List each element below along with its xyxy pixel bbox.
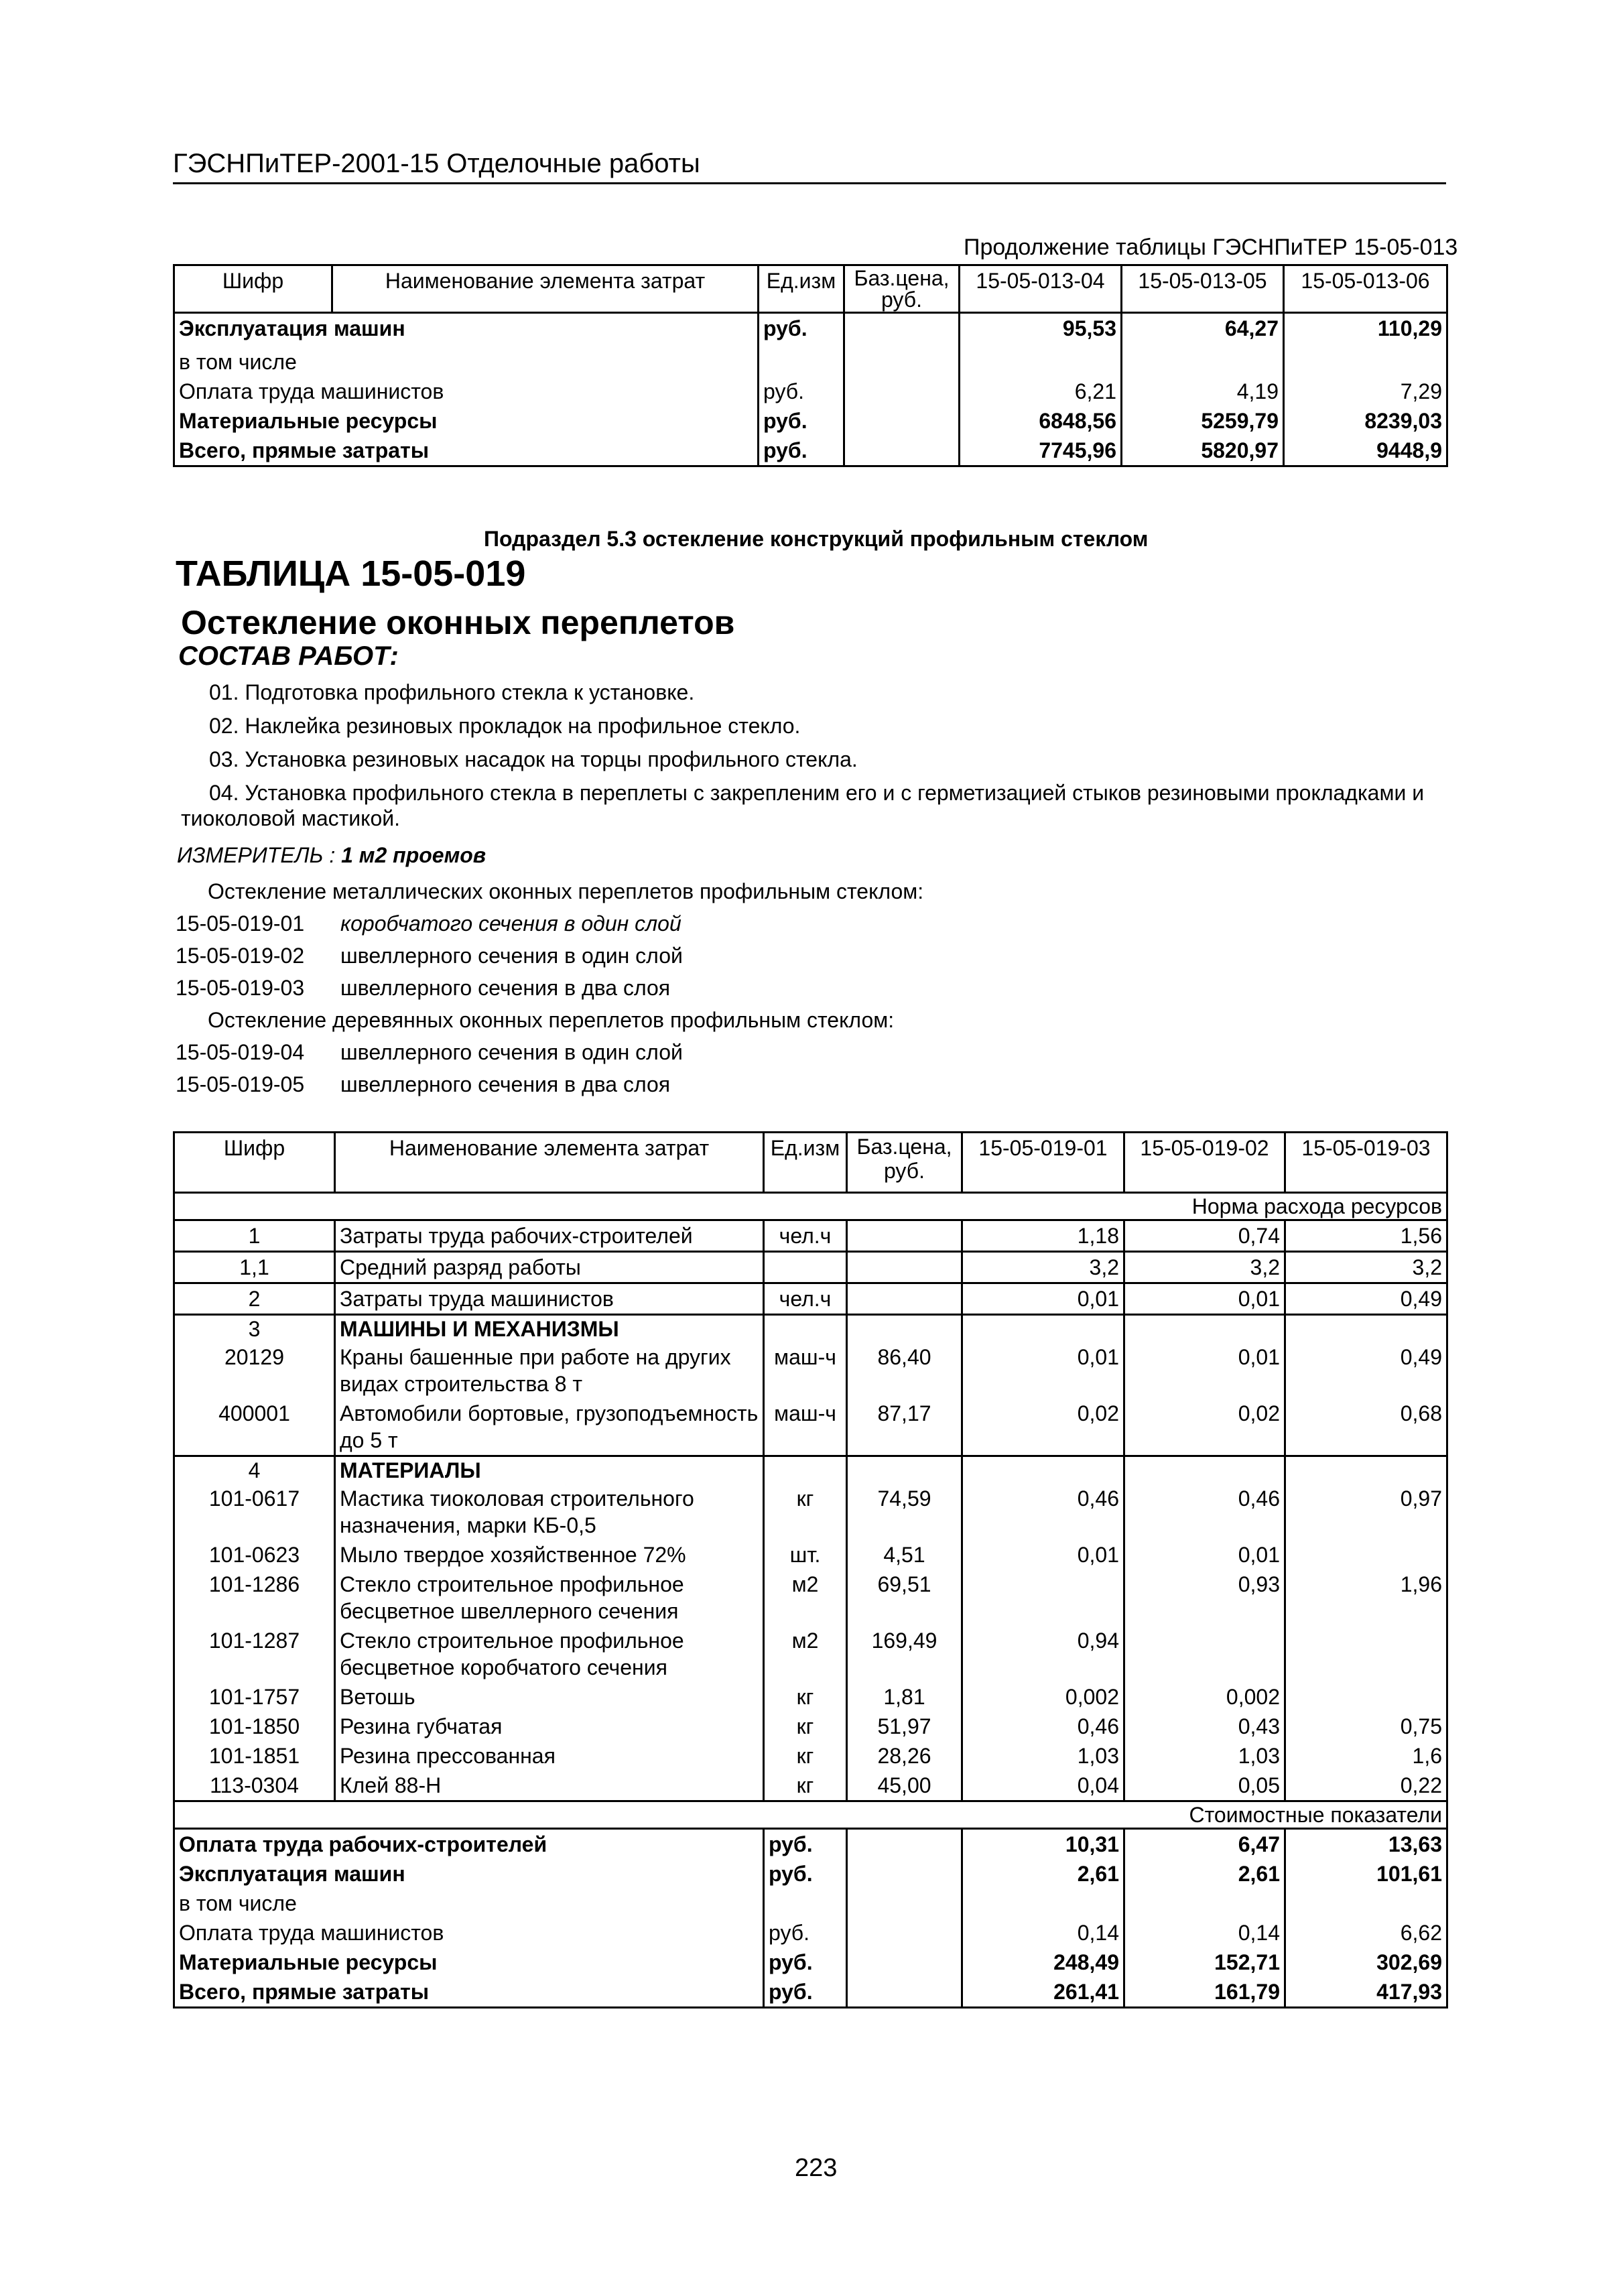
table-row <box>174 1682 1447 1712</box>
row-value: 0,01 <box>962 1342 1124 1399</box>
row-value: 0,02 <box>962 1399 1124 1456</box>
row-code: 1 <box>174 1220 335 1252</box>
row-value: 3,2 <box>1285 1252 1447 1283</box>
row-value <box>962 1570 1124 1626</box>
list-item <box>176 972 923 1004</box>
row-value: 6848,56 <box>960 406 1122 436</box>
code: 15-05-019-04 <box>176 1040 305 1064</box>
row-value <box>1124 1626 1285 1682</box>
table-subtitle: Остекление оконных переплетов <box>181 604 735 641</box>
table-row <box>174 313 1447 344</box>
row-value: 10,31 <box>962 1829 1124 1860</box>
row-code: 2 <box>174 1283 335 1315</box>
row-value: 0,46 <box>1124 1484 1285 1540</box>
row-unit: руб. <box>759 436 844 466</box>
row-value: 7,29 <box>1284 377 1447 406</box>
header-name: Наименование элемента затрат <box>335 1133 764 1193</box>
row-value: 0,46 <box>962 1712 1124 1741</box>
row-code: 20129 <box>174 1342 335 1399</box>
table-row <box>174 1540 1447 1570</box>
row-value: 64,27 <box>1122 313 1284 344</box>
row-name: Стекло строительное профильное бесцветное коробчатого сечения <box>335 1626 764 1682</box>
table-row <box>174 1918 1447 1948</box>
row-name: Стекло строительное профильное бесцветное швеллерного сечения <box>335 1570 764 1626</box>
row-name: Эксплуатация машин <box>174 313 759 344</box>
row-code: 101-0617 <box>174 1484 335 1540</box>
row-value: 7745,96 <box>960 436 1122 466</box>
row-value <box>1285 1540 1447 1570</box>
row-unit: руб. <box>764 1977 847 2008</box>
row-value: 417,93 <box>1285 1977 1447 2008</box>
row-price: 4,51 <box>847 1540 962 1570</box>
row-value: 0,04 <box>962 1771 1124 1801</box>
row-value: 0,002 <box>962 1682 1124 1712</box>
row-value: 5259,79 <box>1122 406 1284 436</box>
work-item: 01. Подготовка профильного стекла к установке. <box>209 680 695 704</box>
row-unit: руб. <box>764 1859 847 1889</box>
table-row <box>174 436 1447 466</box>
row-unit: м2 <box>764 1570 847 1626</box>
header-code: Шифр <box>174 1133 335 1193</box>
table-row <box>174 343 1447 377</box>
work-item: 04. Установка профильного стекла в переплеты с закрепленим его и с герметизацией стыков резиновыми прокладками и тиоколовой мастикой. <box>181 781 1425 830</box>
header-col-1: 15-05-013-04 <box>960 265 1122 313</box>
row-unit: кг <box>764 1682 847 1712</box>
row-value: 13,63 <box>1285 1829 1447 1860</box>
row-code: 4 <box>174 1456 335 1484</box>
row-value: 3,2 <box>1124 1252 1285 1283</box>
row-value: 0,01 <box>962 1283 1124 1315</box>
row-value: 6,62 <box>1285 1918 1447 1948</box>
code-desc: швеллерного сечения в два слоя <box>340 1072 671 1096</box>
list-item <box>176 940 923 972</box>
row-name: Оплата труда рабочих-строителей <box>174 1829 764 1860</box>
row-value <box>1285 1626 1447 1682</box>
row-unit: чел.ч <box>764 1220 847 1252</box>
table-row <box>174 1342 1447 1399</box>
code: 15-05-019-05 <box>176 1072 305 1096</box>
row-value: 0,46 <box>962 1484 1124 1540</box>
row-unit: руб. <box>759 313 844 344</box>
resource-norm-table <box>173 1131 1448 2008</box>
row-price: 74,59 <box>847 1484 962 1540</box>
row-name: Клей 88-Н <box>335 1771 764 1801</box>
table-row <box>174 1889 1447 1918</box>
row-value: 0,43 <box>1124 1712 1285 1741</box>
row-value: 1,56 <box>1285 1220 1447 1252</box>
row-name: Материальные ресурсы <box>174 1948 764 1977</box>
row-value: 0,94 <box>962 1626 1124 1682</box>
row-value: 0,05 <box>1124 1771 1285 1801</box>
row-price: 169,49 <box>847 1626 962 1682</box>
row-name: Резина губчатая <box>335 1712 764 1741</box>
row-value: 1,6 <box>1285 1741 1447 1771</box>
row-value: 0,75 <box>1285 1712 1447 1741</box>
row-name: Оплата труда машинистов <box>174 1918 764 1948</box>
row-value: 4,19 <box>1122 377 1284 406</box>
row-unit: маш-ч <box>764 1342 847 1399</box>
continuation-table <box>173 264 1448 467</box>
table-row <box>174 1829 1447 1860</box>
row-value: 8239,03 <box>1284 406 1447 436</box>
row-name: Затраты труда рабочих-строителей <box>335 1220 764 1252</box>
running-header: ГЭСНПиТЕР-2001-15 Отделочные работы <box>173 149 700 178</box>
header-col-1: 15-05-019-01 <box>962 1133 1124 1193</box>
row-price: 45,00 <box>847 1771 962 1801</box>
row-name: Средний разряд работы <box>335 1252 764 1283</box>
row-value: 1,96 <box>1285 1570 1447 1626</box>
table-title: ТАБЛИЦА 15-05-019 <box>176 554 526 594</box>
code: 15-05-019-03 <box>176 976 305 1000</box>
code-group-title: Остекление деревянных оконных переплетов профильным стеклом: <box>208 1008 895 1032</box>
row-unit: кг <box>764 1741 847 1771</box>
row-value: 1,18 <box>962 1220 1124 1252</box>
row-value: 0,02 <box>1124 1399 1285 1456</box>
header-rule <box>173 182 1446 184</box>
table-row <box>174 1948 1447 1977</box>
row-name: Краны башенные при работе на других видах строительства 8 т <box>335 1342 764 1399</box>
row-name: Резина прессованная <box>335 1741 764 1771</box>
code: 15-05-019-02 <box>176 944 305 968</box>
header-unit: Ед.изм <box>759 265 844 313</box>
list-item <box>176 1036 923 1068</box>
row-name: Мастика тиоколовая строительного назначения, марки КБ-0,5 <box>335 1484 764 1540</box>
list-item <box>176 907 923 940</box>
row-unit: чел.ч <box>764 1283 847 1315</box>
row-value: 0,22 <box>1285 1771 1447 1801</box>
row-code: 101-1287 <box>174 1626 335 1682</box>
row-unit: руб. <box>764 1918 847 1948</box>
code-desc: швеллерного сечения в два слоя <box>340 976 671 1000</box>
row-name: Эксплуатация машин <box>174 1859 764 1889</box>
row-name: МАТЕРИАЛЫ <box>335 1456 764 1484</box>
row-price: 51,97 <box>847 1712 962 1741</box>
header-name: Наименование элемента затрат <box>332 265 759 313</box>
row-unit: маш-ч <box>764 1399 847 1456</box>
row-code: 101-1757 <box>174 1682 335 1712</box>
work-item: 02. Наклейка резиновых прокладок на профильное стекло. <box>209 714 801 738</box>
row-price: 69,51 <box>847 1570 962 1626</box>
row-unit: руб. <box>759 377 844 406</box>
table-row <box>174 1252 1447 1283</box>
row-code: 400001 <box>174 1399 335 1456</box>
header-code: Шифр <box>174 265 332 313</box>
row-price: 1,81 <box>847 1682 962 1712</box>
row-value: 1,03 <box>1124 1741 1285 1771</box>
row-code: 101-1850 <box>174 1712 335 1741</box>
row-value: 0,01 <box>1124 1540 1285 1570</box>
row-price: 28,26 <box>847 1741 962 1771</box>
row-value: 0,93 <box>1124 1570 1285 1626</box>
row-value: 0,97 <box>1285 1484 1447 1540</box>
work-item: 03. Установка резиновых насадок на торцы профильного стекла. <box>209 747 858 771</box>
code-list <box>176 875 923 1100</box>
row-value: 3,2 <box>962 1252 1124 1283</box>
code-desc: швеллерного сечения в один слой <box>340 944 683 968</box>
row-name: Мыло твердое хозяйственное 72% <box>335 1540 764 1570</box>
row-unit: кг <box>764 1771 847 1801</box>
header-col-2: 15-05-019-02 <box>1124 1133 1285 1193</box>
row-unit: кг <box>764 1712 847 1741</box>
row-name: Материальные ресурсы <box>174 406 759 436</box>
row-name: Ветошь <box>335 1682 764 1712</box>
row-value: 0,49 <box>1285 1283 1447 1315</box>
table-row <box>174 1399 1447 1456</box>
row-value: 1,03 <box>962 1741 1124 1771</box>
row-code: 1,1 <box>174 1252 335 1283</box>
row-value: 0,14 <box>1124 1918 1285 1948</box>
row-name: Оплата труда машинистов <box>174 377 759 406</box>
row-value: 95,53 <box>960 313 1122 344</box>
row-unit: шт. <box>764 1540 847 1570</box>
table-row <box>174 377 1447 406</box>
row-name: Всего, прямые затраты <box>174 1977 764 2008</box>
page-number: 223 <box>795 2154 838 2182</box>
row-value: 0,01 <box>1124 1283 1285 1315</box>
row-code: 101-1286 <box>174 1570 335 1626</box>
header-col-2: 15-05-013-05 <box>1122 265 1284 313</box>
table-row <box>174 1283 1447 1315</box>
row-price: 87,17 <box>847 1399 962 1456</box>
row-value: 302,69 <box>1285 1948 1447 1977</box>
norma-label: Норма расхода ресурсов <box>174 1193 1447 1220</box>
row-unit: руб. <box>764 1829 847 1860</box>
work-list <box>181 680 1461 839</box>
row-value: 5820,97 <box>1122 436 1284 466</box>
row-value: 2,61 <box>1124 1859 1285 1889</box>
table-row <box>174 1859 1447 1889</box>
header-col-3: 15-05-013-06 <box>1284 265 1447 313</box>
row-value: 0,74 <box>1124 1220 1285 1252</box>
row-code: 101-1851 <box>174 1741 335 1771</box>
row-value: 0,002 <box>1124 1682 1285 1712</box>
list-item <box>176 1068 923 1100</box>
table-row <box>174 1977 1447 2008</box>
table-row <box>174 1741 1447 1771</box>
row-unit: руб. <box>764 1948 847 1977</box>
row-value <box>1285 1682 1447 1712</box>
row-value: 6,47 <box>1124 1829 1285 1860</box>
stoim-label: Стоимостные показатели <box>174 1801 1447 1829</box>
measurement-label: ИЗМЕРИТЕЛЬ : <box>177 843 336 867</box>
measurement-unit <box>177 843 486 868</box>
subsection-title: Подраздел 5.3 остекление конструкций профильным стеклом <box>484 527 1149 551</box>
row-value: 152,71 <box>1124 1948 1285 1977</box>
table-row <box>174 1712 1447 1741</box>
code-desc: швеллерного сечения в один слой <box>340 1040 683 1064</box>
row-name: в том числе <box>174 1889 764 1918</box>
header-price: Баз.цена, руб. <box>844 265 960 313</box>
row-name: Всего, прямые затраты <box>174 436 759 466</box>
row-value: 101,61 <box>1285 1859 1447 1889</box>
work-composition-label: СОСТАВ РАБОТ: <box>178 641 399 671</box>
row-value: 0,49 <box>1285 1342 1447 1399</box>
row-unit: м2 <box>764 1626 847 1682</box>
row-value: 0,01 <box>1124 1342 1285 1399</box>
row-value: 0,68 <box>1285 1399 1447 1456</box>
row-value: 9448,9 <box>1284 436 1447 466</box>
row-unit: кг <box>764 1484 847 1540</box>
table-row <box>174 1771 1447 1801</box>
table-row <box>174 1315 1447 1343</box>
row-code: 3 <box>174 1315 335 1343</box>
row-name: в том числе <box>174 343 759 377</box>
row-value: 2,61 <box>962 1859 1124 1889</box>
row-code: 101-0623 <box>174 1540 335 1570</box>
table-row <box>174 1570 1447 1626</box>
table-continuation-caption: Продолжение таблицы ГЭСНПиТЕР 15-05-013 <box>964 235 1458 260</box>
row-name: Затраты труда машинистов <box>335 1283 764 1315</box>
table-row <box>174 406 1447 436</box>
header-unit: Ед.изм <box>764 1133 847 1193</box>
code: 15-05-019-01 <box>176 911 305 936</box>
table-row <box>174 1626 1447 1682</box>
row-value: 0,01 <box>962 1540 1124 1570</box>
header-col-3: 15-05-019-03 <box>1285 1133 1447 1193</box>
row-price: 86,40 <box>847 1342 962 1399</box>
row-name: Автомобили бортовые, грузоподъемность до 5 т <box>335 1399 764 1456</box>
row-value: 110,29 <box>1284 313 1447 344</box>
row-code: 113-0304 <box>174 1771 335 1801</box>
table-row <box>174 1456 1447 1484</box>
row-name: МАШИНЫ И МЕХАНИЗМЫ <box>335 1315 764 1343</box>
row-value: 248,49 <box>962 1948 1124 1977</box>
table-row <box>174 1220 1447 1252</box>
measurement-value: 1 м2 проемов <box>341 843 486 867</box>
code-desc: коробчатого сечения в один слой <box>340 911 681 936</box>
code-group-title: Остекление металлических оконных переплетов профильным стеклом: <box>208 879 924 903</box>
row-unit: руб. <box>759 406 844 436</box>
row-value: 0,14 <box>962 1918 1124 1948</box>
table-row <box>174 1484 1447 1540</box>
row-value: 161,79 <box>1124 1977 1285 2008</box>
row-value: 6,21 <box>960 377 1122 406</box>
header-price: Баз.цена, руб. <box>847 1133 962 1193</box>
row-value: 261,41 <box>962 1977 1124 2008</box>
